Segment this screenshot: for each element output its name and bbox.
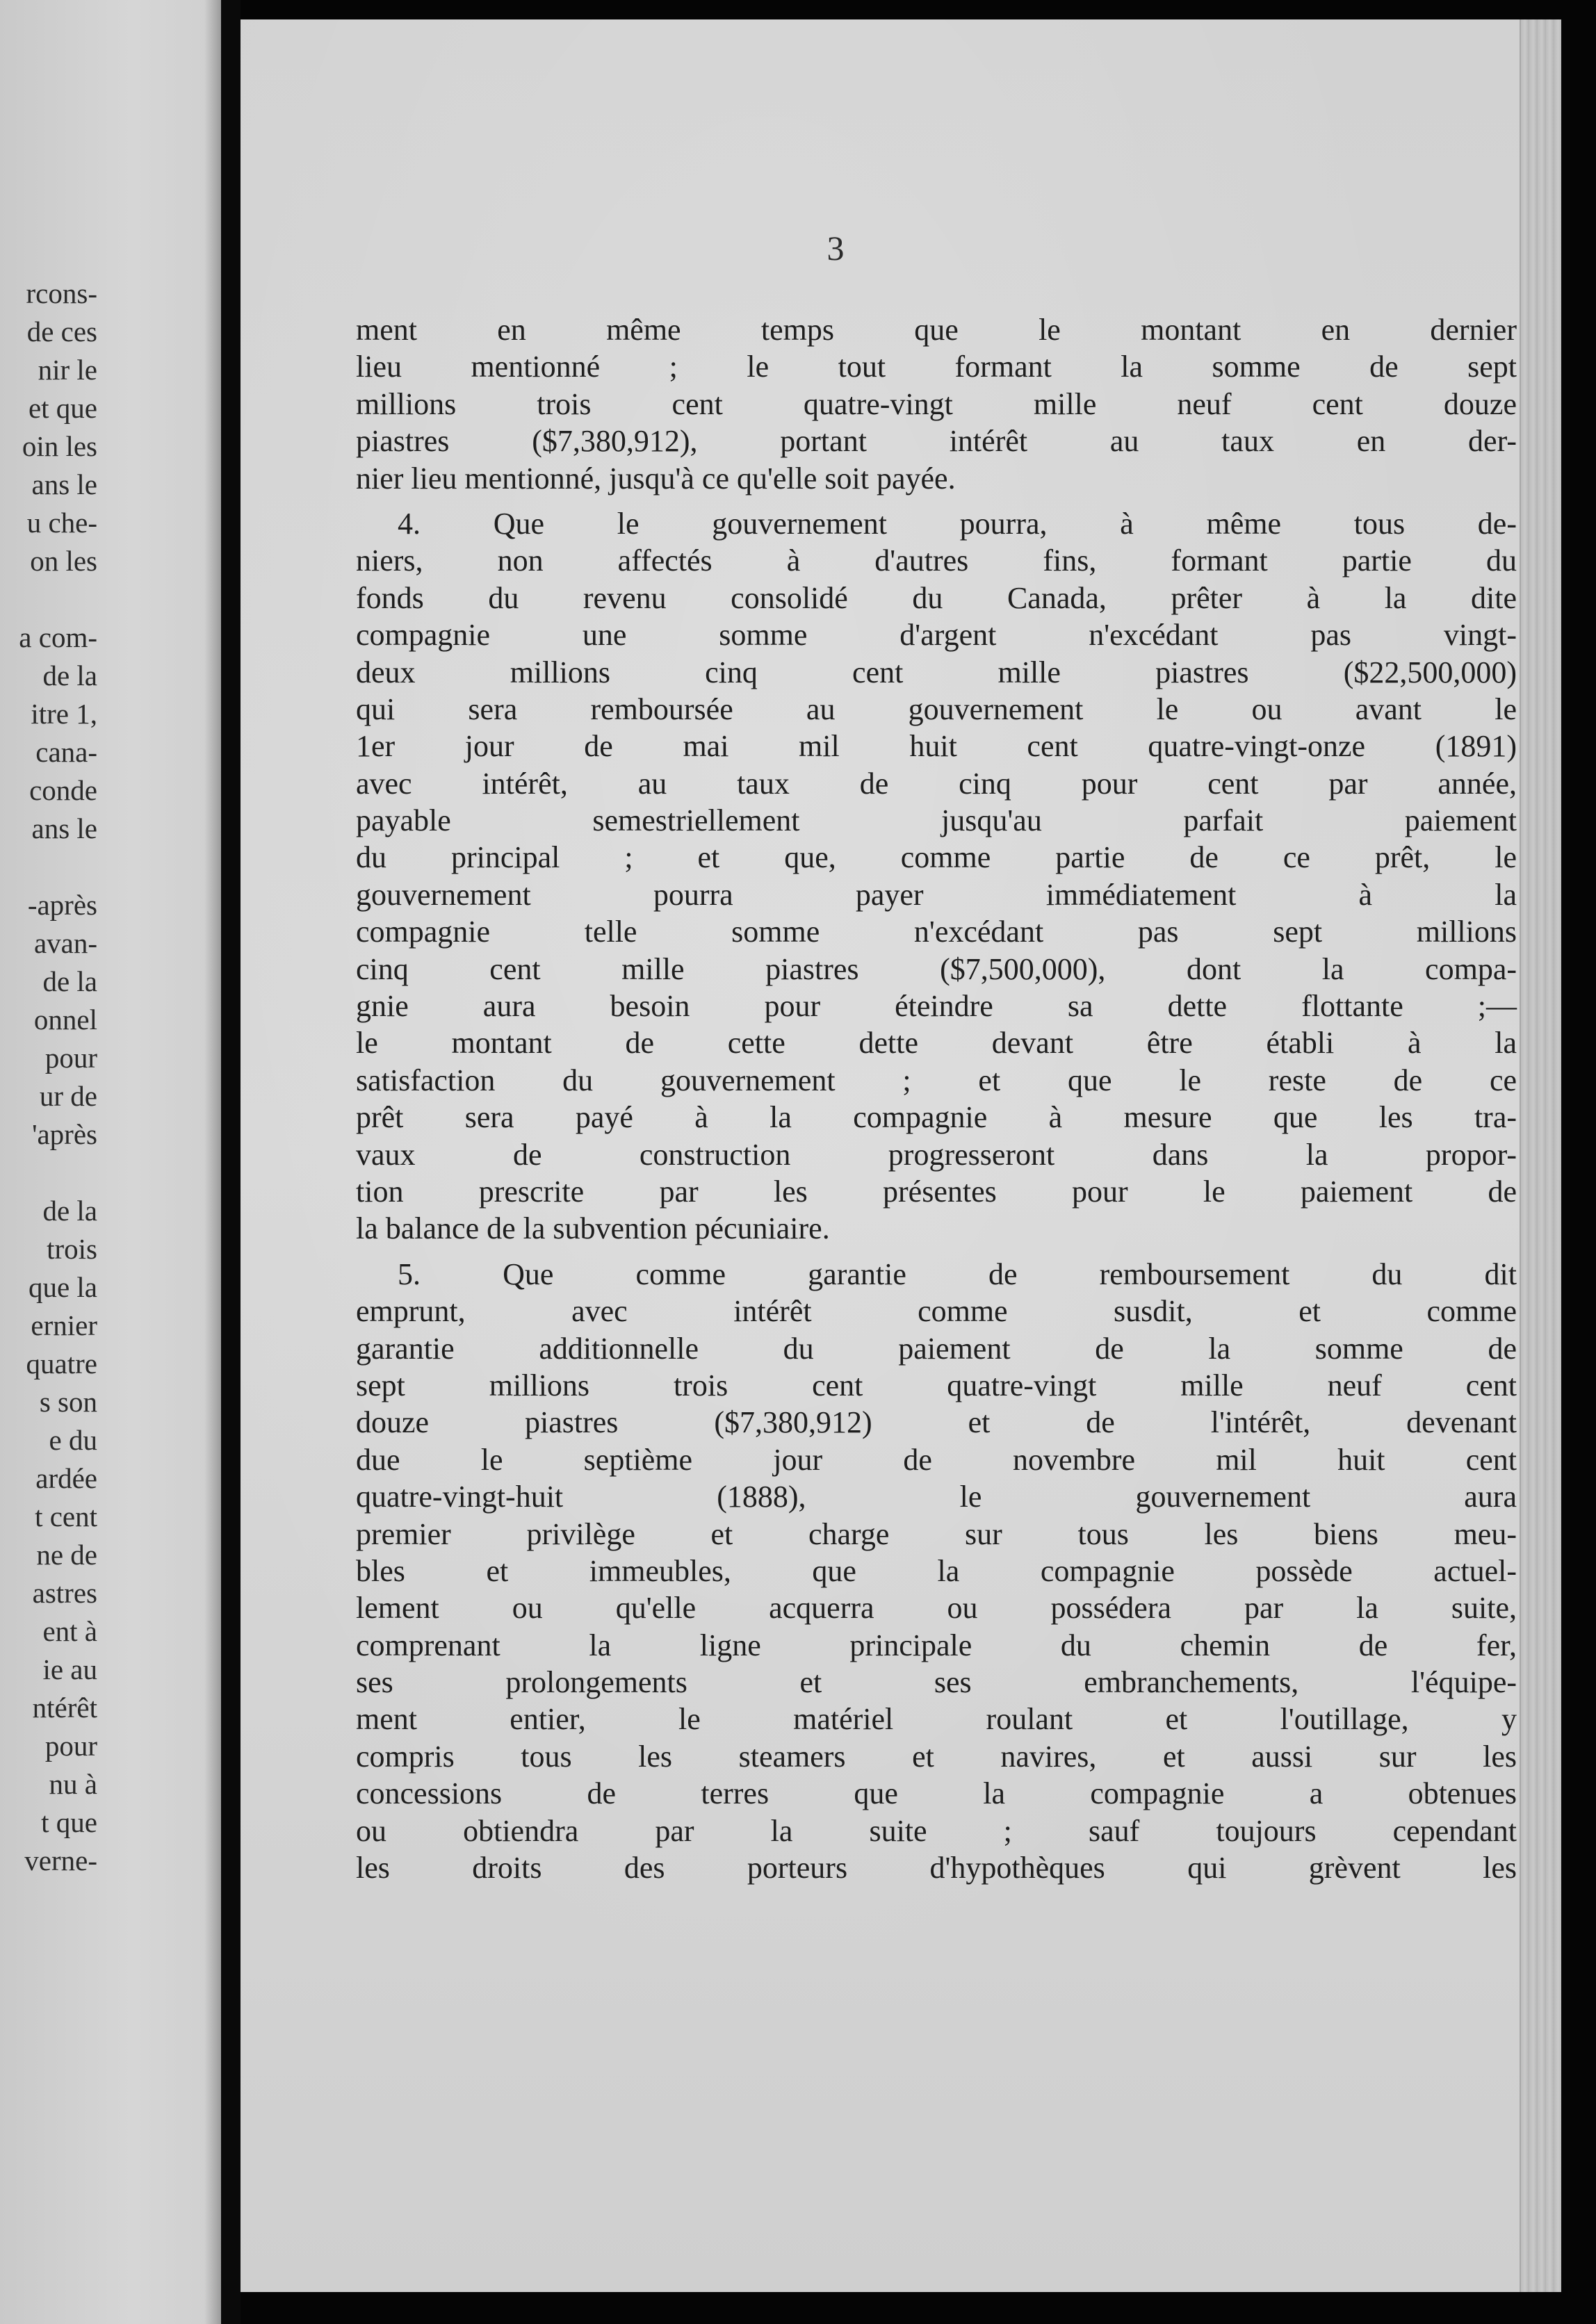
previous-page-line: trois (47, 1233, 97, 1265)
previous-page-line: -après (27, 889, 97, 921)
previous-page-line: 'après (32, 1118, 97, 1150)
text-line: 1er jour de mai mil huit cent quatre-vingt-onze (1891) (356, 729, 1517, 764)
previous-page-line: pour (44, 1042, 97, 1074)
previous-page-line: ans le (31, 812, 97, 844)
previous-page-line: nir le (38, 354, 97, 386)
previous-page-line: itre 1, (31, 698, 97, 730)
previous-page-line: ent à (42, 1615, 97, 1647)
previous-page-line: t que (41, 1806, 97, 1838)
previous-page-line: conde (29, 774, 97, 806)
page-body (356, 311, 1517, 1895)
text-line: ment en même temps que le montant en dernier (356, 313, 1517, 347)
page-number: 3 (826, 229, 845, 268)
text-line: 5. Que comme garantie de remboursement du dit (398, 1257, 1517, 1291)
text-line: lieu mentionné ; le tout formant la somme de sept (356, 350, 1517, 384)
text-line: garantie additionnelle du paiement de la somme de (356, 1331, 1517, 1366)
previous-page-line: pour (44, 1730, 97, 1762)
text-line: lement ou qu'elle acquerra ou possédera par la suite, (356, 1591, 1517, 1626)
text-line: millions trois cent quatre-vingt mille neuf cent douze (356, 386, 1517, 421)
text-line: deux millions cinq cent mille piastres ($22,500,000) (356, 655, 1517, 689)
text-line: emprunt, avec intérêt comme susdit, et comme (356, 1294, 1517, 1329)
paragraph-continuation (356, 311, 1517, 497)
text-line: la balance de la subvention pécuniaire. (356, 1211, 830, 1246)
previous-page-line: verne- (24, 1844, 97, 1876)
text-line: ses prolongements et ses embranchements, l'équipe- (356, 1665, 1517, 1700)
previous-page-line: ardée (35, 1462, 97, 1494)
previous-page-line: ne de (36, 1539, 97, 1571)
previous-page-line: ernier (31, 1309, 97, 1341)
previous-page-line: de ces (26, 316, 97, 347)
text-line: ment entier, le matériel roulant et l'outillage, y (356, 1702, 1517, 1737)
text-line: 4. Que le gouvernement pourra, à même tous de- (398, 506, 1517, 541)
previous-page-line: a com- (19, 621, 97, 653)
text-line: qui sera remboursée au gouvernement le ou avant le (356, 692, 1517, 726)
page-fold-shadow (204, 0, 221, 2324)
text-line: payable semestriellement jusqu'au parfait paiement (356, 803, 1517, 838)
previous-page-line: quatre (26, 1348, 97, 1380)
previous-page-strip (0, 0, 221, 2324)
previous-page-line: ur de (39, 1080, 97, 1112)
previous-page-line: ie au (42, 1653, 97, 1685)
previous-page-line: oin les (22, 430, 97, 462)
paragraph-section-4 (356, 505, 1517, 1247)
previous-page-line: onnel (33, 1004, 97, 1036)
text-line: gnie aura besoin pour éteindre sa dette flottante ;— (356, 989, 1517, 1024)
previous-page-line: de la (42, 660, 97, 692)
text-line: le montant de cette dette devant être établi à la (356, 1026, 1517, 1061)
text-line: fonds du revenu consolidé du Canada, prêter à la dite (356, 580, 1517, 615)
previous-page-line: e du (49, 1424, 97, 1456)
previous-page-line: avan- (33, 927, 97, 959)
previous-page-line: ans le (31, 468, 97, 500)
text-line: sept millions trois cent quatre-vingt mille neuf cent (356, 1368, 1517, 1402)
previous-page-text (0, 275, 97, 1880)
text-line: compagnie telle somme n'excédant pas sept millions (356, 915, 1517, 949)
previous-page-line: cana- (35, 736, 97, 768)
book-binding-gutter (221, 0, 241, 2324)
document-page (241, 19, 1561, 2292)
text-line: piastres ($7,380,912), portant intérêt au taux en der- (356, 424, 1517, 459)
previous-page-line: nu à (49, 1768, 97, 1800)
previous-page-line: ntérêt (32, 1692, 97, 1724)
text-line: tion prescrite par les présentes pour le paiement de (356, 1174, 1517, 1209)
text-line: compris tous les steamers et navires, et aussi sur les (356, 1739, 1517, 1774)
text-line: les droits des porteurs d'hypothèques qui grèvent les (356, 1851, 1517, 1885)
previous-page-line: que la (28, 1271, 97, 1303)
text-line: comprenant la ligne principale du chemin de fer, (356, 1628, 1517, 1662)
previous-page-line: u che- (26, 507, 97, 539)
text-line: douze piastres ($7,380,912) et de l'intérêt, devenant (356, 1405, 1517, 1440)
text-line: bles et immeubles, que la compagnie possède actuel- (356, 1553, 1517, 1588)
stacked-page-edges (1520, 19, 1561, 2292)
text-line: quatre-vingt-huit (1888), le gouvernement aura (356, 1480, 1517, 1514)
previous-page-line: rcons- (26, 277, 97, 309)
text-line: avec intérêt, au taux de cinq pour cent par année, (356, 766, 1517, 801)
text-line: cinq cent mille piastres ($7,500,000), dont la compa- (356, 951, 1517, 986)
previous-page-line: de la (42, 965, 97, 997)
text-line: premier privilège et charge sur tous les biens meu- (356, 1516, 1517, 1551)
text-line: du principal ; et que, comme partie de ce prêt, le (356, 840, 1517, 875)
previous-page-line: de la (42, 1195, 97, 1227)
previous-page-line: s son (39, 1386, 97, 1418)
text-line: compagnie une somme d'argent n'excédant pas vingt- (356, 618, 1517, 653)
text-line: prêt sera payé à la compagnie à mesure que les tra- (356, 1100, 1517, 1135)
text-line: gouvernement pourra payer immédiatement à la (356, 877, 1517, 912)
text-line: nier lieu mentionné, jusqu'à ce qu'elle soit payée. (356, 461, 956, 496)
previous-page-line: t cent (35, 1500, 97, 1532)
text-line: due le septième jour de novembre mil huit cent (356, 1442, 1517, 1477)
previous-page-line: on les (30, 545, 97, 577)
text-line: concessions de terres que la compagnie a obtenues (356, 1776, 1517, 1811)
text-line: satisfaction du gouvernement ; et que le reste de ce (356, 1063, 1517, 1097)
previous-page-line (0, 1154, 97, 1192)
text-line: vaux de construction progresseront dans la propor- (356, 1137, 1517, 1172)
text-line: ou obtiendra par la suite ; sauf toujours cependant (356, 1813, 1517, 1848)
previous-page-line (0, 848, 97, 886)
paragraph-section-5 (356, 1256, 1517, 1887)
previous-page-line (0, 580, 97, 619)
previous-page-line: et que (28, 392, 97, 424)
previous-page-line: astres (32, 1577, 97, 1609)
text-line: niers, non affectés à d'autres fins, formant partie du (356, 543, 1517, 578)
